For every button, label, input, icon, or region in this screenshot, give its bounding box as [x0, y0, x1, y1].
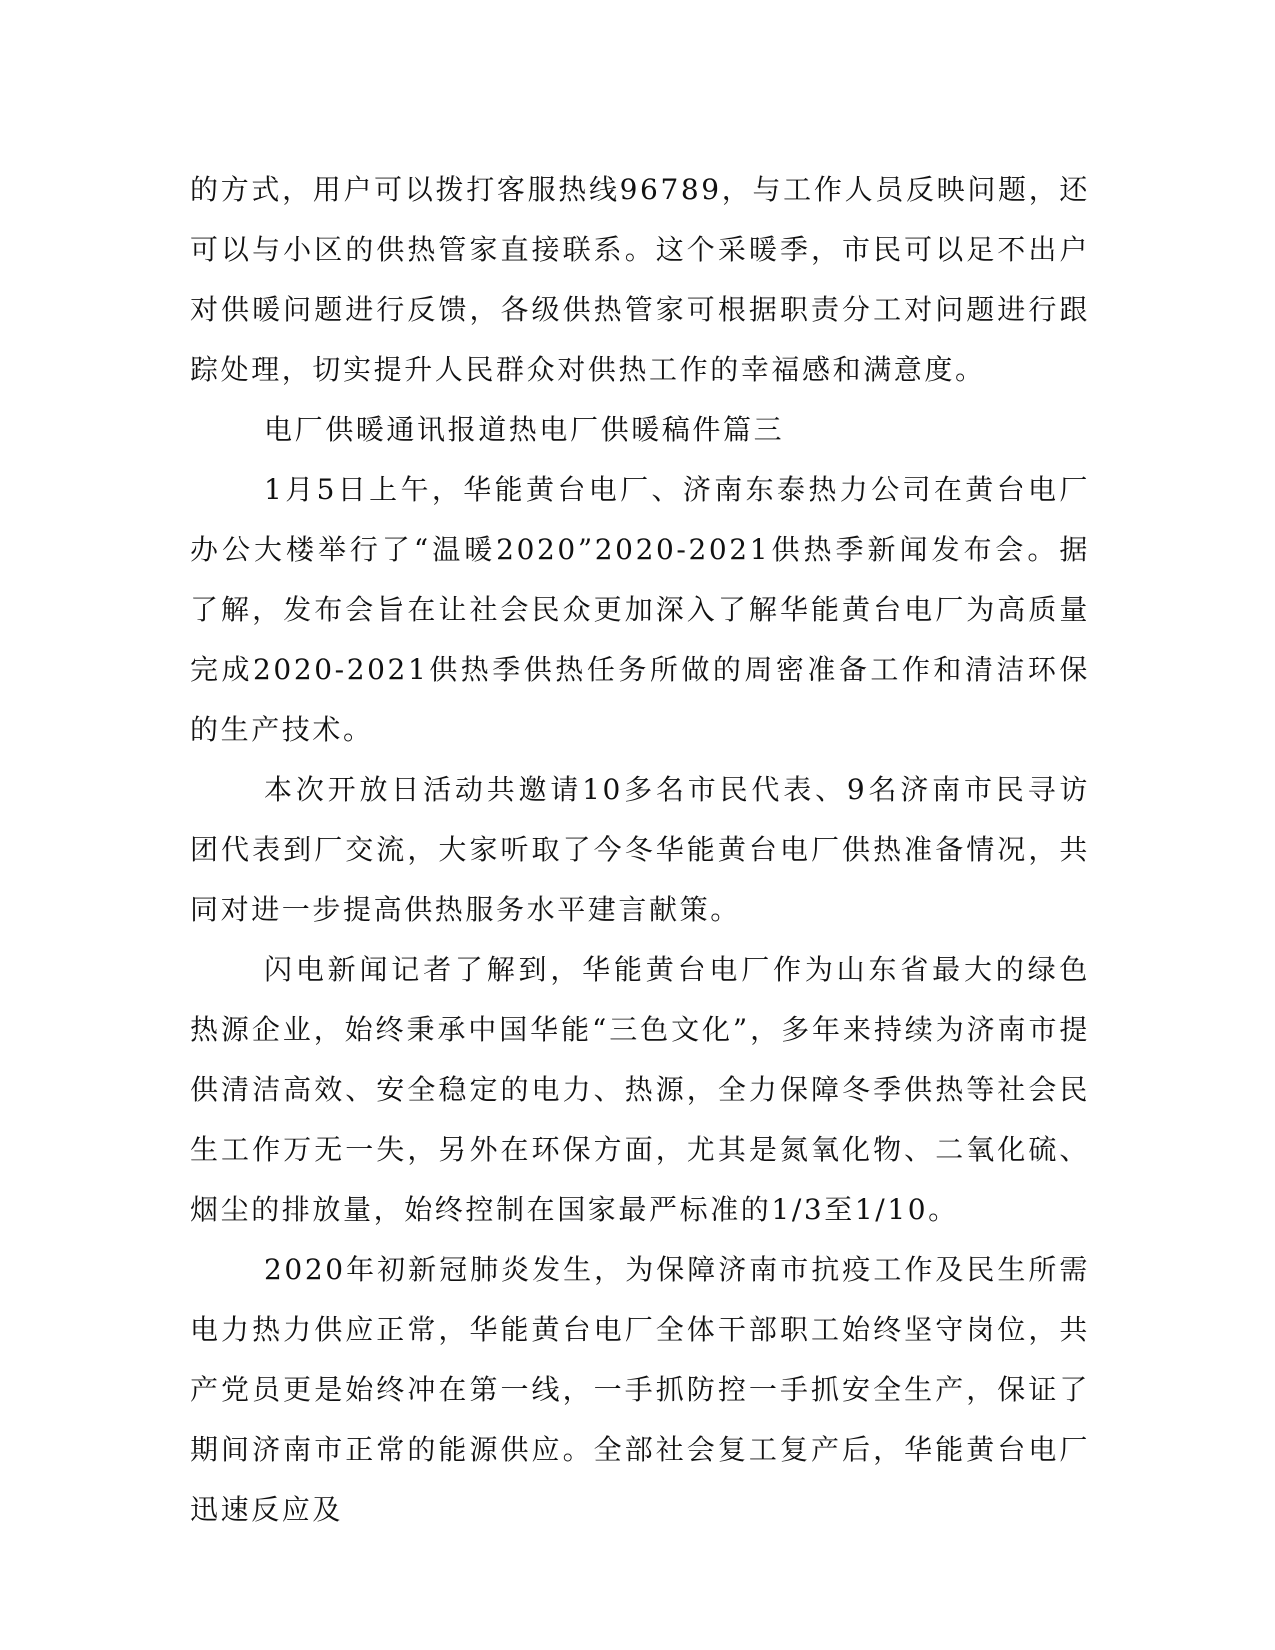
paragraph-green-heat-source: 闪电新闻记者了解到，华能黄台电厂作为山东省最大的绿色热源企业，始终秉承中国华能“三色文化”，多年来持续为济南市提供清洁高效、安全稳定的电力、热源，全力保障冬季供热等社会民生工作万无一失，另外在环保方面，尤其是氮氧化物、二氧化硫、烟尘的排放量，始终控制在国家最严标准的1/3至1/10。 [190, 953, 1090, 1226]
paragraph-service-hotline: 的方式，用户可以拨打客服热线96789，与工作人员反映问题，还可以与小区的供热管家直接联系。这个采暖季，市民可以足不出户对供暖问题进行反馈，各级供热管家可根据职责分工对问题进行跟踪处理，切实提升人民群众对供热工作的幸福感和满意度。 [190, 173, 1090, 386]
paragraph-open-day: 本次开放日活动共邀请10多名市民代表、9名济南市民寻访团代表到厂交流，大家听取了今冬华能黄台电厂供热准备情况，共同对进一步提高供热服务水平建言献策。 [190, 773, 1090, 926]
paragraph-epidemic-supply: 2020年初新冠肺炎发生，为保障济南市抗疫工作及民生所需电力热力供应正常，华能黄台电厂全体干部职工始终坚守岗位，共产党员更是始终冲在第一线，一手抓防控一手抓安全生产，保证了期间济南市正常的能源供应。全部社会复工复产后，华能黄台电厂迅速反应及 [190, 1253, 1090, 1526]
paragraph-press-conference: 1月5日上午，华能黄台电厂、济南东泰热力公司在黄台电厂办公大楼举行了“温暖2020”2020-2021供热季新闻发布会。据了解，发布会旨在让社会民众更加深入了解华能黄台电厂为高质量完成2020-2021供热季供热任务所做的周密准备工作和清洁环保的生产技术。 [190, 473, 1090, 746]
document-body [190, 160, 1090, 1540]
section-heading: 电厂供暖通讯报道热电厂供暖稿件篇三 [264, 413, 785, 446]
